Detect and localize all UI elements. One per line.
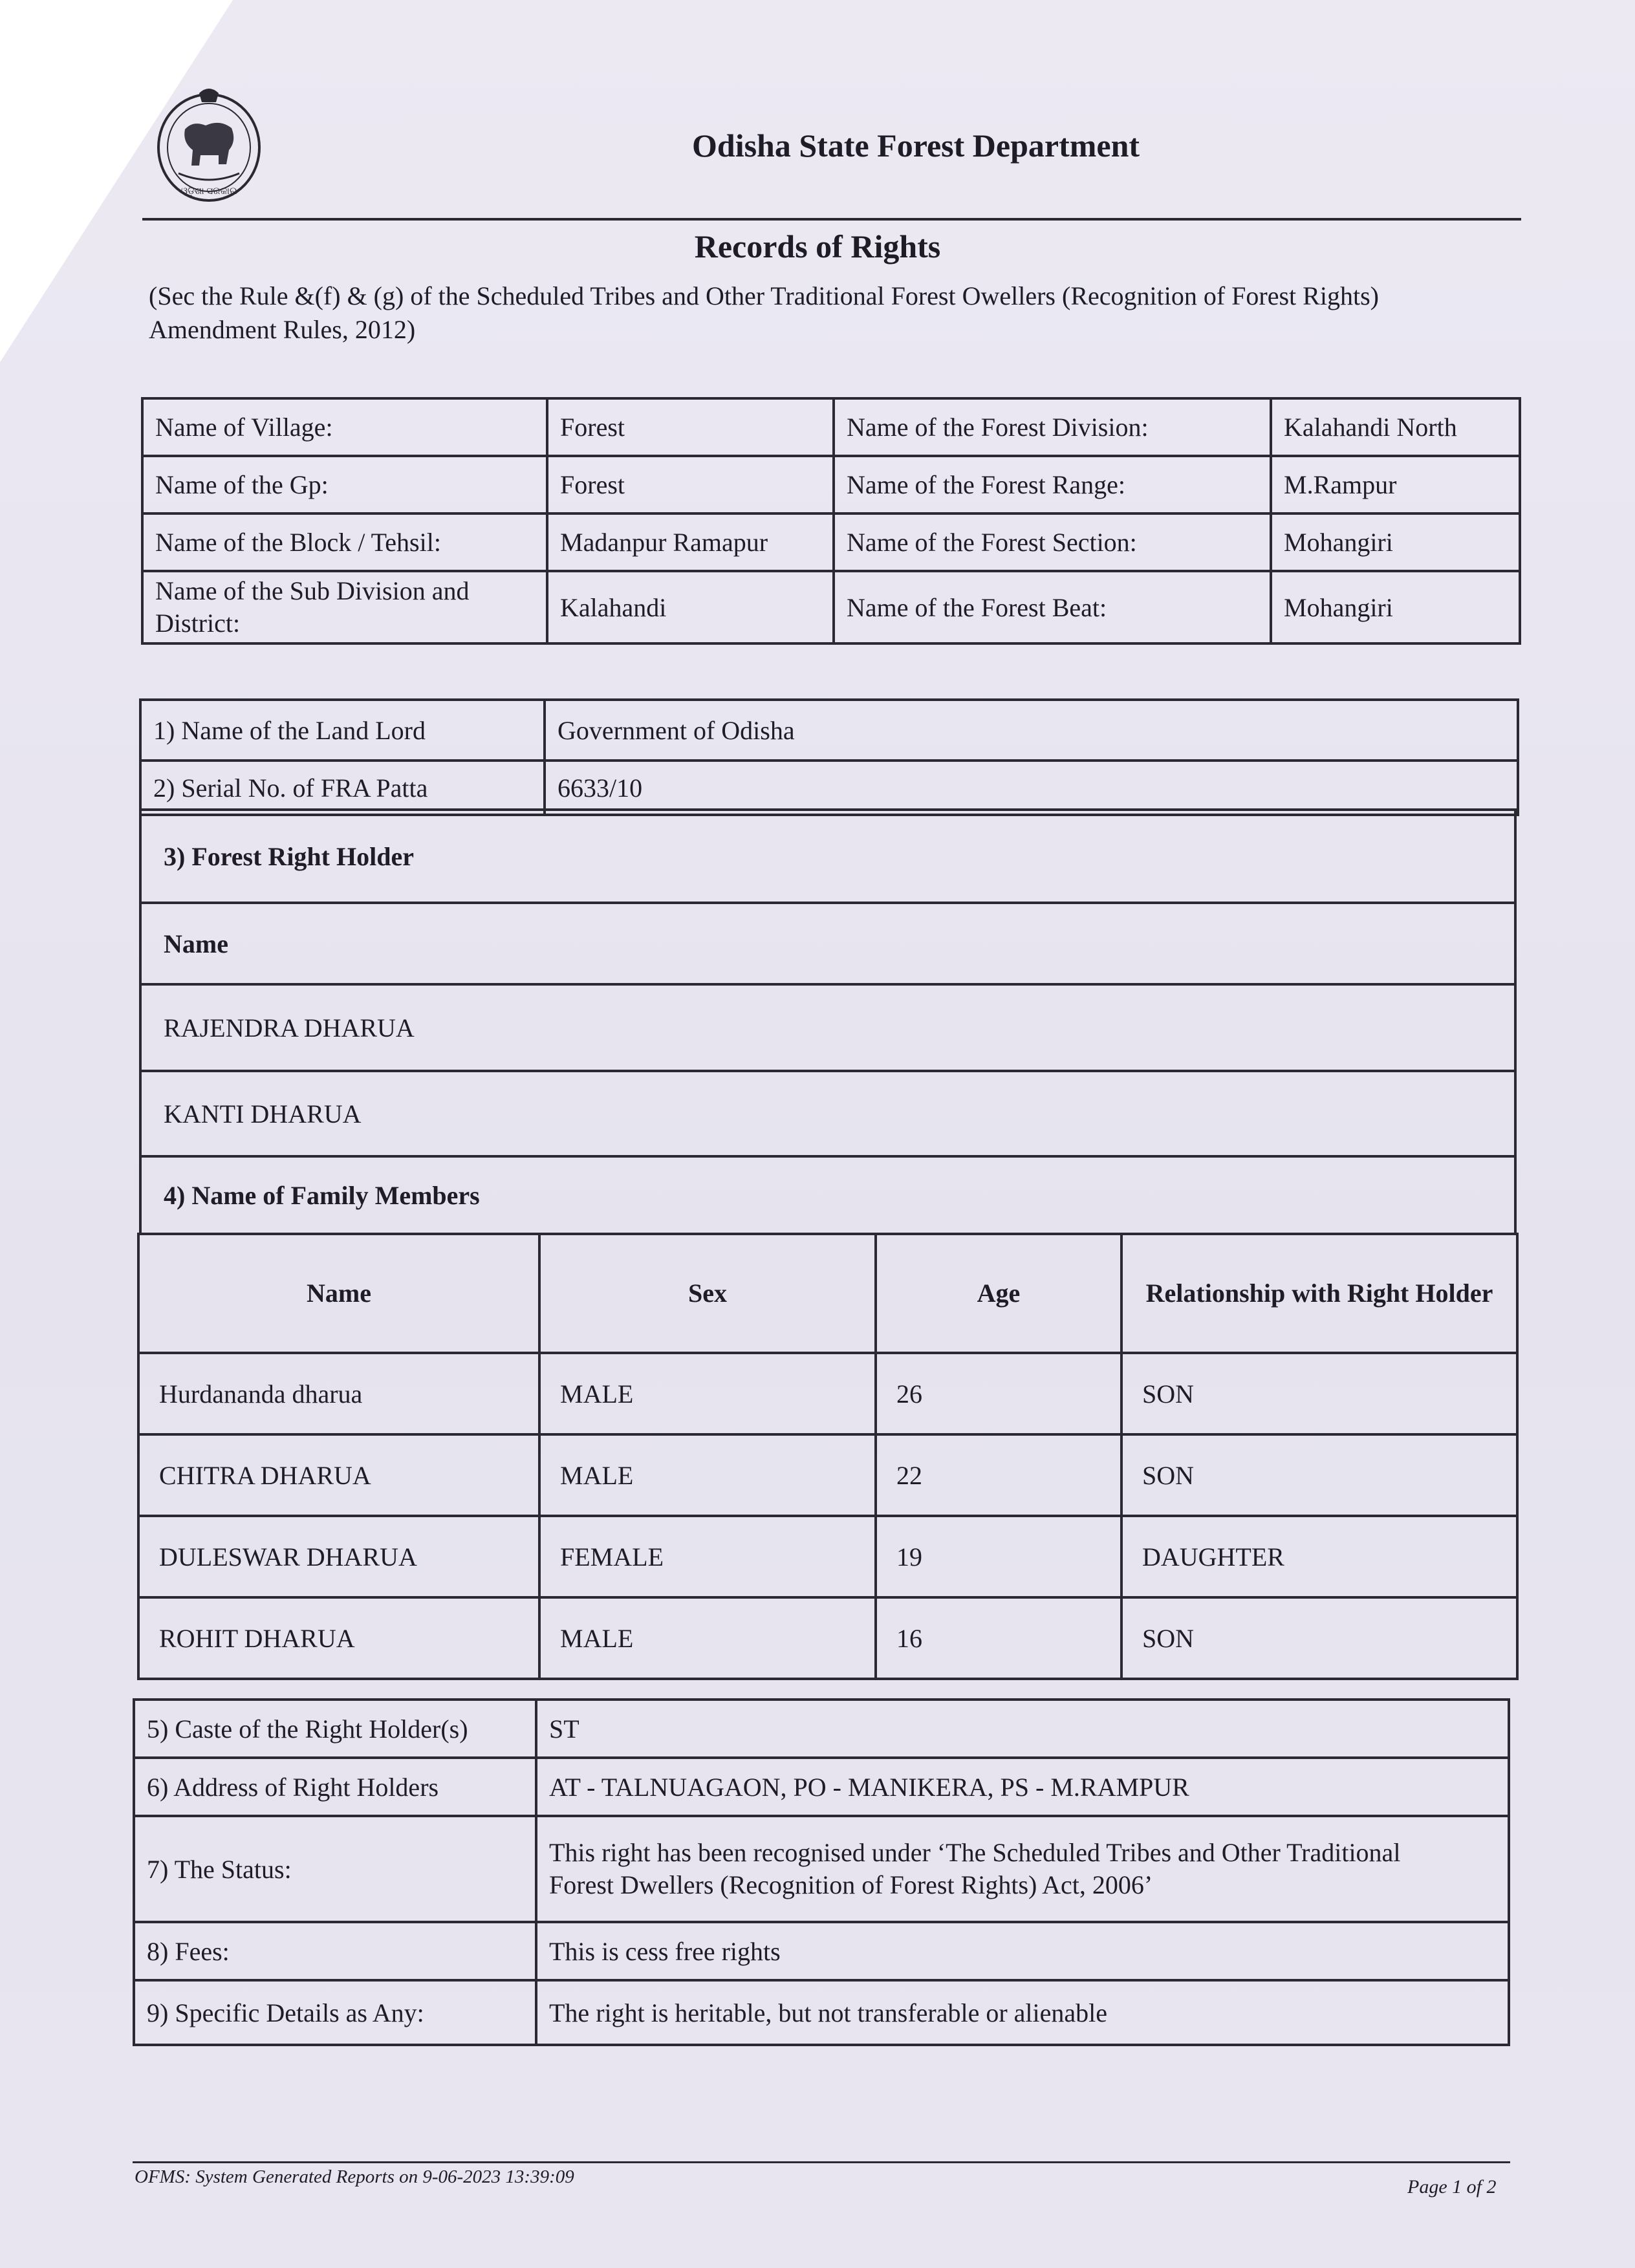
table-row — [140, 700, 1518, 761]
serial-value: 6633/10 — [545, 761, 1518, 815]
forest-division-label: Name of the Forest Division: — [834, 398, 1271, 456]
table-row — [140, 903, 1515, 984]
table-row — [140, 1156, 1515, 1234]
table-header-row — [138, 1234, 1517, 1353]
table-row — [134, 1922, 1509, 1980]
serial-label: 2) Serial No. of FRA Patta — [140, 761, 545, 815]
forest-beat-label: Name of the Forest Beat: — [834, 571, 1271, 643]
status-value: This right has been recognised under ‘The Scheduled Tribes and Other Traditional Forest Dwellers (Recognition of Forest Rights) Act, 2006’ — [536, 1816, 1509, 1922]
table-row — [134, 1758, 1509, 1816]
forest-beat-value: Mohangiri — [1271, 571, 1520, 643]
status-label: 7) The Status: — [134, 1816, 536, 1922]
table-row — [138, 1516, 1517, 1597]
landlord-label: 1) Name of the Land Lord — [140, 700, 545, 761]
col-header-name: Name — [138, 1234, 539, 1353]
member-sex: MALE — [539, 1434, 876, 1516]
table-row — [140, 1071, 1515, 1156]
table-row — [142, 513, 1520, 571]
sub-division-label: Name of the Sub Division and District: — [142, 571, 547, 643]
rule-reference: (Sec the Rule &(f) & (g) of the Scheduled Tribes and Other Traditional Forest Owellers (Recognition of Forest Rights) Amendment Rules, 2012) — [149, 281, 1379, 344]
holder-name: RAJENDRA DHARUA — [140, 984, 1515, 1071]
member-sex: MALE — [539, 1597, 876, 1679]
address-label: 6) Address of Right Holders — [134, 1758, 536, 1816]
table-row — [142, 571, 1520, 643]
forest-range-label: Name of the Forest Range: — [834, 456, 1271, 513]
landlord-value: Government of Odisha — [545, 700, 1518, 761]
generated-timestamp: OFMS: System Generated Reports on 9-06-2023 13:39:09 — [135, 2166, 574, 2187]
table-row — [142, 456, 1520, 513]
member-age: 26 — [876, 1353, 1121, 1434]
table-row — [140, 810, 1515, 903]
table-row — [142, 398, 1520, 456]
table-row — [134, 1980, 1509, 2045]
fees-value: This is cess free rights — [536, 1922, 1509, 1980]
col-header-relationship: Relationship with Right Holder — [1121, 1234, 1517, 1353]
member-relation: SON — [1121, 1597, 1517, 1679]
table-row — [138, 1353, 1517, 1434]
member-sex: FEMALE — [539, 1516, 876, 1597]
department-title: Odisha State Forest Department — [692, 127, 1140, 164]
location-table — [141, 397, 1521, 645]
specific-details-value: The right is heritable, but not transferable or alienable — [536, 1980, 1509, 2045]
member-name: CHITRA DHARUA — [138, 1434, 539, 1516]
forest-section-label: Name of the Forest Section: — [834, 513, 1271, 571]
gp-label: Name of the Gp: — [142, 456, 547, 513]
village-label: Name of Village: — [142, 398, 547, 456]
address-value: AT - TALNUAGAON, PO - MANIKERA, PS - M.RAMPUR — [536, 1758, 1509, 1816]
footer-divider — [133, 2161, 1510, 2163]
member-age: 22 — [876, 1434, 1121, 1516]
col-header-age: Age — [876, 1234, 1121, 1353]
patta-table — [139, 698, 1519, 816]
gp-value: Forest — [547, 456, 834, 513]
sub-division-value: Kalahandi — [547, 571, 834, 643]
member-age: 16 — [876, 1597, 1121, 1679]
fees-label: 8) Fees: — [134, 1922, 536, 1980]
member-name: ROHIT DHARUA — [138, 1597, 539, 1679]
family-members-table — [137, 1233, 1519, 1680]
block-value: Madanpur Ramapur — [547, 513, 834, 571]
table-row — [140, 761, 1518, 815]
svg-text:ଓଡ଼ିଶା ସରକାର: ଓଡ଼ିଶା ସରକାର — [180, 186, 237, 197]
member-relation: SON — [1121, 1434, 1517, 1516]
member-relation: DAUGHTER — [1121, 1516, 1517, 1597]
member-sex: MALE — [539, 1353, 876, 1434]
right-holder-table — [139, 808, 1517, 1235]
header-divider — [142, 218, 1521, 221]
member-name: Hurdananda dharua — [138, 1353, 539, 1434]
caste-value: ST — [536, 1700, 1509, 1758]
member-age: 19 — [876, 1516, 1121, 1597]
family-members-heading: 4) Name of Family Members — [140, 1156, 1515, 1234]
table-row — [134, 1700, 1509, 1758]
forest-division-value: Kalahandi North — [1271, 398, 1520, 456]
caste-label: 5) Caste of the Right Holder(s) — [134, 1700, 536, 1758]
odisha-emblem-icon — [154, 83, 264, 206]
forest-section-value: Mohangiri — [1271, 513, 1520, 571]
block-label: Name of the Block / Tehsil: — [142, 513, 547, 571]
specific-details-label: 9) Specific Details as Any: — [134, 1980, 536, 2045]
page-number: Page 1 of 2 — [1407, 2176, 1497, 2198]
forest-range-value: M.Rampur — [1271, 456, 1520, 513]
document-title: Records of Rights — [694, 228, 941, 265]
member-name: DULESWAR DHARUA — [138, 1516, 539, 1597]
holder-name: KANTI DHARUA — [140, 1071, 1515, 1156]
table-row — [140, 984, 1515, 1071]
member-relation: SON — [1121, 1353, 1517, 1434]
holder-name-header: Name — [140, 903, 1515, 984]
village-value: Forest — [547, 398, 834, 456]
table-row — [138, 1434, 1517, 1516]
table-row — [138, 1597, 1517, 1679]
right-holder-heading: 3) Forest Right Holder — [140, 810, 1515, 903]
col-header-sex: Sex — [539, 1234, 876, 1353]
table-row — [134, 1816, 1509, 1922]
details-table — [133, 1698, 1510, 2046]
